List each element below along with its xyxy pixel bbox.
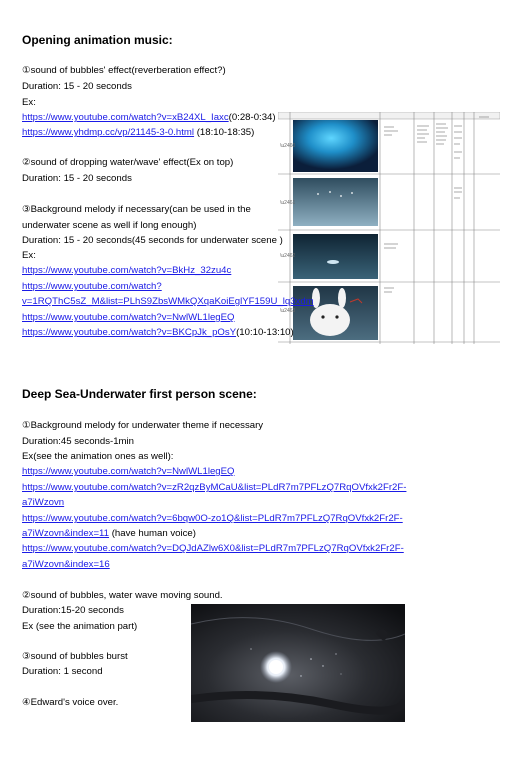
opening-item2-duration: Duration: 15 - 20 seconds: [22, 173, 132, 184]
storyboard-image: [278, 112, 500, 344]
deepsea-item1-link2-line2: [22, 495, 64, 510]
deepsea-item3-duration: Duration: 1 second: [22, 666, 103, 677]
deepsea-item1-title: ①Background melody for underwater theme if necessary: [22, 420, 264, 431]
youtube-link[interactable]: https://www.youtube.com/watch?: [22, 281, 162, 292]
youtube-link[interactable]: https://www.youtube.com/watch?v=BkHz_32zu4c: [22, 265, 232, 276]
timestamp-note: (10:10-13:10): [236, 327, 294, 338]
underwater-scene-image: [191, 604, 405, 722]
youtube-link-continued[interactable]: v=1RQThC5sZ_M&list=PLhS9ZbsWMkQXqaKoiEglYF159U_lq3xdm: [22, 296, 314, 307]
deepsea-item1-ex: Ex(see the animation ones as well):: [22, 451, 174, 462]
deepsea-item1-link4-line2: [22, 557, 110, 572]
opening-item3-title-line2: underwater scene as well if long enough): [22, 220, 197, 231]
opening-item1-title: ①sound of bubbles' effect(reverberation effect?): [22, 65, 226, 76]
svg-text:\u2463: \u2463: [280, 308, 296, 314]
section-heading-opening-music: Opening animation music:: [22, 33, 173, 47]
youtube-link-continued[interactable]: a7iWzovn&index=11: [22, 528, 110, 539]
opening-item3-ex: Ex:: [22, 250, 36, 261]
timestamp-note: (18:10-18:35): [194, 127, 255, 138]
youtube-link[interactable]: https://www.youtube.com/watch?v=zR2qzByMCaU&list=PLdR7m7PFLzQ7RqOVfxk2Fr2F-: [22, 482, 407, 493]
svg-text:\u2462: \u2462: [280, 253, 296, 259]
youtube-link-continued[interactable]: a7iWzovn: [22, 497, 65, 508]
timestamp-note: (0:28-0:34): [228, 112, 276, 123]
opening-item1-link2-line: [22, 125, 254, 140]
deepsea-item1-link2-line1: [22, 480, 406, 495]
opening-item3-link1-line: [22, 263, 231, 278]
youtube-link[interactable]: https://www.youtube.com/watch?v=BKCpJk_pOsY: [22, 327, 237, 338]
opening-item2-title: ②sound of dropping water/wave' effect(Ex on top): [22, 157, 234, 168]
deepsea-item3-title: ③sound of bubbles burst: [22, 651, 128, 662]
youtube-link[interactable]: https://www.youtube.com/watch?v=NwlWL1legEQ: [22, 466, 235, 477]
youtube-link[interactable]: https://www.youtube.com/watch?v=6bqw0O-zo1Q&list=PLdR7m7PFLzQ7RqOVfxk2Fr2F-: [22, 513, 403, 524]
opening-item3-link3-line: [22, 310, 235, 325]
opening-item3-duration: Duration: 15 - 20 seconds(45 seconds for underwater scene ): [22, 235, 283, 246]
deepsea-item2-title: ②sound of bubbles, water wave moving sound.: [22, 590, 223, 601]
yhdmp-link[interactable]: https://www.yhdmp.cc/vp/21145-3-0.html: [22, 127, 195, 138]
deepsea-item2-duration: Duration:15-20 seconds: [22, 605, 124, 616]
opening-item3-title-line1: ③Background melody if necessary(can be used in the: [22, 204, 251, 215]
youtube-link-continued[interactable]: a7iWzovn&index=16: [22, 559, 110, 570]
deepsea-item1-link3-line1: [22, 511, 403, 526]
section-heading-deep-sea: Deep Sea-Underwater first person scene:: [22, 387, 257, 401]
opening-item1-duration: Duration: 15 - 20 seconds: [22, 81, 132, 92]
svg-text:\u2460: \u2460: [280, 143, 296, 149]
deepsea-item1-link3-line2: [22, 526, 196, 541]
deepsea-item1-duration: Duration:45 seconds-1min: [22, 436, 134, 447]
opening-item3-link4-line: [22, 325, 294, 340]
svg-text:\u2461: \u2461: [280, 200, 296, 206]
youtube-link[interactable]: https://www.youtube.com/watch?v=NwlWL1legEQ: [22, 312, 235, 323]
voice-note: (have human voice): [109, 528, 196, 539]
opening-item3-link2-line1: [22, 279, 162, 294]
youtube-link[interactable]: https://www.youtube.com/watch?v=DQJdAZlw6X0&list=PLdR7m7PFLzQ7RqOVfxk2Fr2F-: [22, 543, 404, 554]
deepsea-item4-title: ④Edward's voice over.: [22, 697, 119, 708]
youtube-link[interactable]: https://www.youtube.com/watch?v=xB24XL_Iaxc: [22, 112, 229, 123]
opening-item1-link1-line: [22, 110, 276, 125]
deepsea-item1-link4-line1: [22, 541, 404, 556]
opening-item3-link2-line2: [22, 294, 314, 309]
deepsea-item1-link1-line: [22, 464, 235, 479]
opening-item1-ex: Ex:: [22, 97, 36, 108]
deepsea-item2-ex: Ex (see the animation part): [22, 621, 138, 632]
